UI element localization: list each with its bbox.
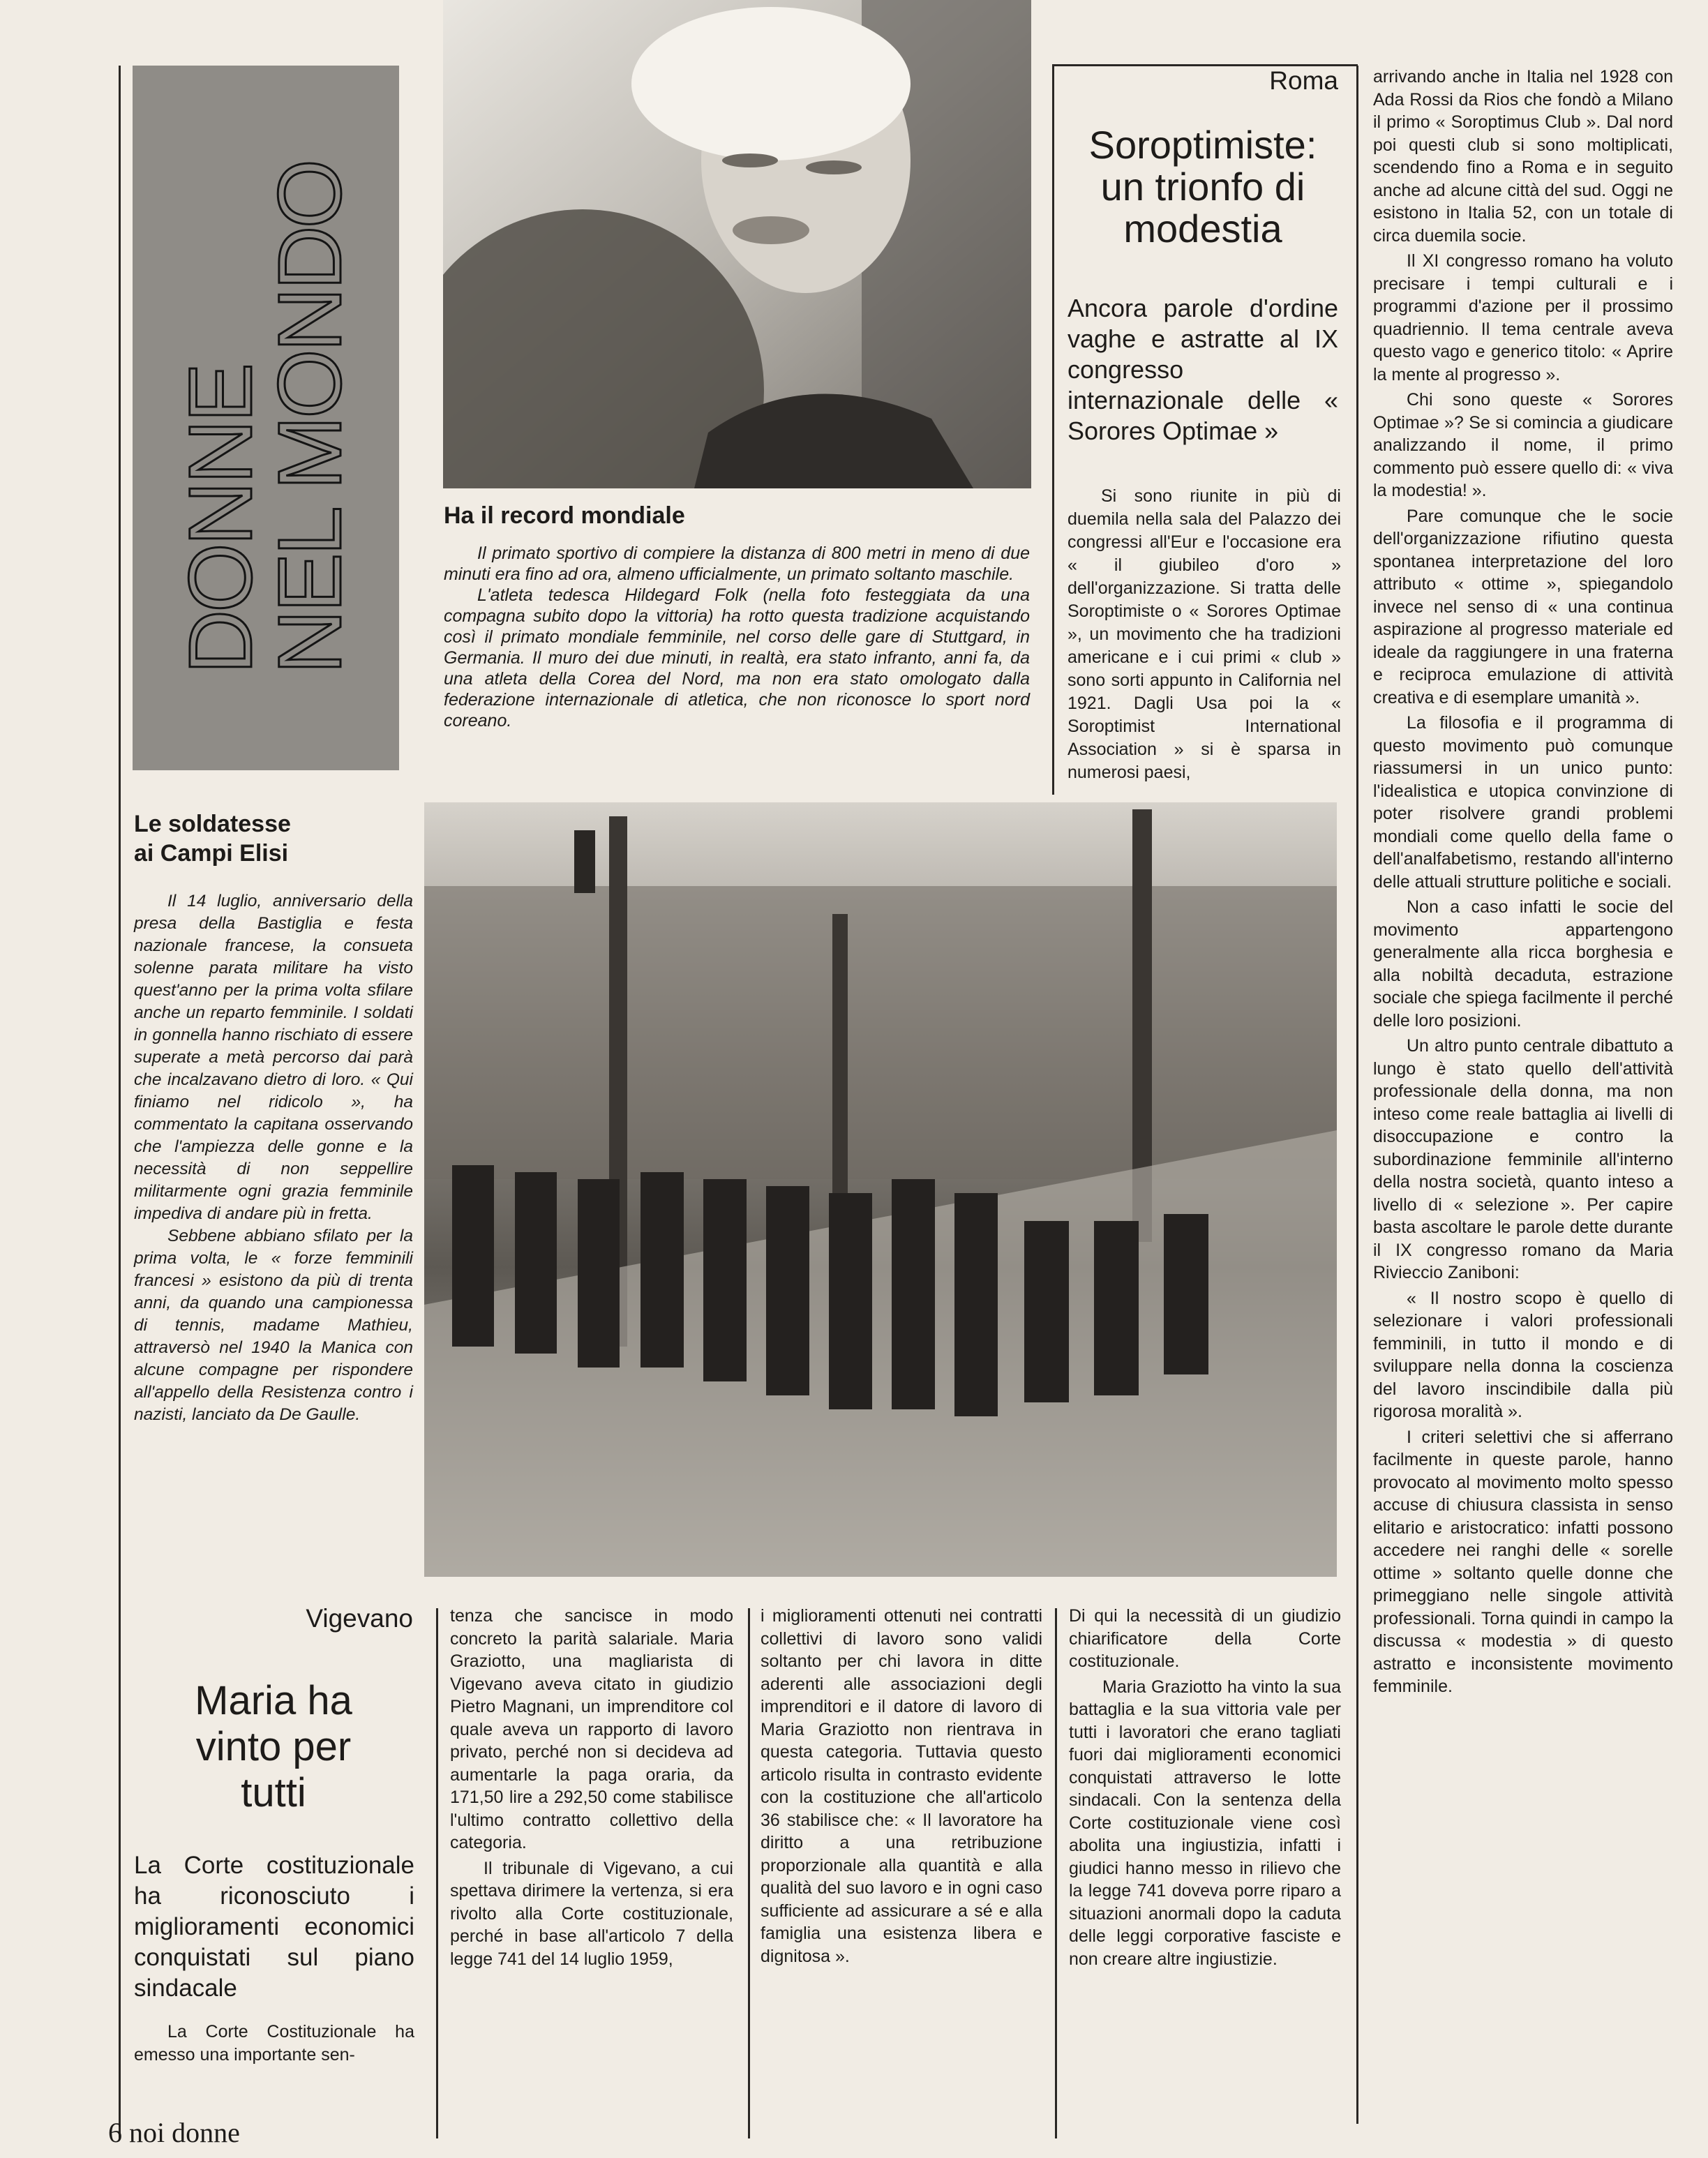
column-rule [119,66,121,2138]
vigevano-column-0 [134,2021,414,2069]
paragraph: Si sono riunite in più di duemila nella sala del Palazzo dei congressi all'Eur e l'occasione era « il giubileo d'oro » dell'organizzazione. Si tratta delle Soroptimiste o « Sorores Optimae », un movimento che ha tradizioni americane e i cui primi « club » sono sorti appunto in California nel 1921. Dagli Usa poi la « Soroptimist International Association » si è sparsa in numerosi paesi, [1068,486,1341,782]
soroptimiste-column-1 [1068,485,1341,787]
parade-photo [424,802,1337,1577]
paragraph: La filosofia e il programma di questo movimento può comunque riassumersi in un unico punto: l'idealistica e utopica convinzione di poter risolvere grandi problemi mondiali come quello della fame o dell'analfabetismo, restando all'interno delle attuali strutture politiche e sociali. [1373,713,1673,892]
column-rule [436,1608,438,2138]
paragraph: Un altro punto centrale dibattuto a lungo è stato quello dell'attività professionale della donna, ma non inteso come reale battaglia ai livelli di disoccupazione e contro la subordinazione femminile all'interno della nostra società, quanto inteso a livello di « selezione ». Per capire basta ascoltare le parole dette durante il IX congresso romano da Maria Rivieccio Zaniboni: [1373,1036,1673,1282]
paragraph: Di qui la necessità di un giudizio chiarificatore della Corte costituzionale. [1069,1606,1341,1671]
column-rule [1055,1608,1057,2138]
vigevano-deck: La Corte costituzionale ha riconosciuto i miglioramenti economici conquistati sul piano sindacale [134,1852,414,2002]
soroptimiste-kicker: Roma [1269,66,1338,95]
record-caption [444,543,1030,731]
paragraph: Il XI congresso romano ha voluto precisare i tempi culturali e i programmi d'azione per il prossimo quadriennio. Il tema centrale aveva questo vago e generico titolo: « Aprire la mente al progresso ». [1373,251,1673,384]
vigevano-headline: Maria ha vinto per tutti [195,1678,352,1815]
section-banner-title: DONNE NEL MONDO [171,161,360,675]
vigevano-column-1 [450,1605,733,1973]
athlete-photo [443,0,1031,488]
page-folio [108,2118,240,2148]
soroptimiste-column-2 [1373,66,1673,1701]
column-rule [748,1608,750,2138]
column-rule [1356,66,1358,2124]
paragraph: Chi sono queste « Sorores Optimae »? Se si comincia a giudicare analizzando il nome, il primo commento può essere quello di: « viva la modestia! ». [1373,390,1673,500]
page-number: 6 [108,2117,122,2148]
soroptimiste-headline: Soroptimiste: un trionfo di modestia [1088,123,1317,250]
column-rule [1052,66,1054,795]
paragraph: La Corte Costituzionale ha emesso una importante sen- [134,2022,414,2065]
paragraph: i miglioramenti ottenuti nei contratti collettivi di lavoro sono validi soltanto per chi lavora in ditte aderenti alle associazioni degli imprenditori e il datore di lavoro di Maria Graziotto non rientrava in questa categoria. Tuttavia questo articolo risulta in contrasto evidente con la costituzione che all'articolo 36 stabilisce che: « Il lavoratore ha diritto a una retribuzione proporzionale alla quantità e alla qualità del suo lavoro e in ogni caso sufficiente ad assicurare a sé e alla famiglia una esistenza libera e dignitosa ». [761,1606,1042,1966]
paragraph: Pare comunque che le socie dell'organizzazione rifiutino questa spontanea interpretazione del loro attributo « ottime », spiegandolo invece nel senso di « una continua aspirazione al progresso materiale ed ideale da raggiungere in una fraterna e reciproca emulazione di attività creativa e di esemplare umanità ». [1373,506,1673,707]
paragraph: « Il nostro scopo è quello di selezionare i valori professionali femminili, in tutto il mondo e di sviluppare nella donna la coscienza del lavoro inscindibile dalla più rigorosa moralità ». [1373,1288,1673,1421]
record-paragraph: Il primato sportivo di compiere la distanza di 800 metri in meno di due minuti era fino ad ora, almeno ufficialmente, un primato soltanto maschile. [444,544,1030,584]
paragraph: Non a caso infatti le socie del movimento appartengono generalmente alla ricca borghesia e alla nobiltà decaduta, estrazione sociale che spiega facilmente il perché delle loro posizioni. [1373,897,1673,1031]
paragraph: arrivando anche in Italia nel 1928 con Ada Rossi da Rios che fondò a Milano il primo « Soroptimus Club ». Dal nord poi questi club si sono moltiplicati, scendendo fino a Roma e in seguito anche ad alcune città del sud. Oggi ne esistono in Italia 52, con un totale di circa duemila socie. [1373,67,1673,246]
record-paragraph: L'atleta tedesca Hildegard Folk (nella foto festeggiata da una compagna subito dopo la vittoria) ha rotto questa tradizione acquistando così il primato mondiale femminile, nel corso delle gare di Stuttgard, in Germania. Il muro dei due minuti, in realtà, era stato infranto, anni fa, da una atleta della Corea del Nord, ma non era stato omologato dalla federazione internazionale di atletica, che non riconosce lo sport nord coreano. [444,585,1030,730]
soldatesse-text [134,890,413,1426]
magazine-name: noi donne [129,2117,240,2148]
soldatesse-title: Le soldatesse ai Campi Elisi [134,811,291,867]
paragraph: Maria Graziotto ha vinto la sua battaglia e la sua vittoria vale per tutti i lavoratori che erano tagliati fuori dai miglioramenti economici conquistati attraverso le lotte sindacali. Con la sentenza della Corte costituzionale viene così abolita una ingiustizia, infatti i giudici hanno messo in rilievo che la legge 741 doveva porre riparo a situazioni anormali dopo la caduta delle leggi corporative fasciste e non creare altre ingiustizie. [1069,1677,1341,1969]
paragraph: I criteri selettivi che si afferrano facilmente in queste parole, hanno provocato al movimento molto spesso accuse di chiusura classista in senso elitario e aristocratico: infatti possono accedere nei ranghi delle « sorelle ottime » soltanto quelle donne che primeggiano nelle singole attività professionali. Torna quindi in campo la discussa « modestia » di questo astratto e inconsistente movimento femminile. [1373,1427,1673,1696]
record-title: Ha il record mondiale [444,502,685,529]
soroptimiste-deck: Ancora parole d'ordine vaghe e astratte al IX congresso internazionale delle « Sorores Optimae » [1068,294,1338,445]
paragraph: tenza che sancisce in modo concreto la parità salariale. Maria Graziotto, una magliarista di Vigevano aveva citato in giudizio Pietro Magnani, un imprenditore col quale aveva un rapporto di lavoro privato, perché non si decideva ad aumentarle la paga oraria, da 171,50 lire a 292,50 come stabilisce l'ultimo contratto collettivo della categoria. [450,1606,733,1852]
paragraph: Il tribunale di Vigevano, a cui spettava dirimere la vertenza, si era rivolto alla Corte costituzionale, perché in base all'articolo 7 della legge 741 del 14 luglio 1959, [450,1858,733,1969]
section-banner [133,66,399,770]
vigevano-column-2 [761,1605,1042,1970]
vigevano-kicker: Vigevano [306,1604,413,1633]
paragraph: Il 14 luglio, anniversario della presa della Bastiglia e festa nazionale francese, la consueta solenne parata militare ha visto quest'anno per la prima volta sfilare anche un reparto femminile. I soldati in gonnella hanno rischiato di essere superate a metà percorso dai parà che incalzavano dietro di loro. « Qui finiamo nel ridicolo », ha commentato la capitana osservando che l'ampiezza delle gonne e la necessità di non seppellire militarmente ogni grazia femminile impediva di andare più in fretta. [134,892,413,1223]
paragraph: Sebbene abbiano sfilato per la prima volta, le « forze femminili francesi » esistono da più di trenta anni, da quando una campionessa di tennis, madame Mathieu, attraversò nel 1940 la Manica con alcune compagne per rispondere all'appello della Resistenza contro i nazisti, lanciato da De Gaulle. [134,1227,413,1424]
vigevano-column-3 [1069,1605,1341,1973]
